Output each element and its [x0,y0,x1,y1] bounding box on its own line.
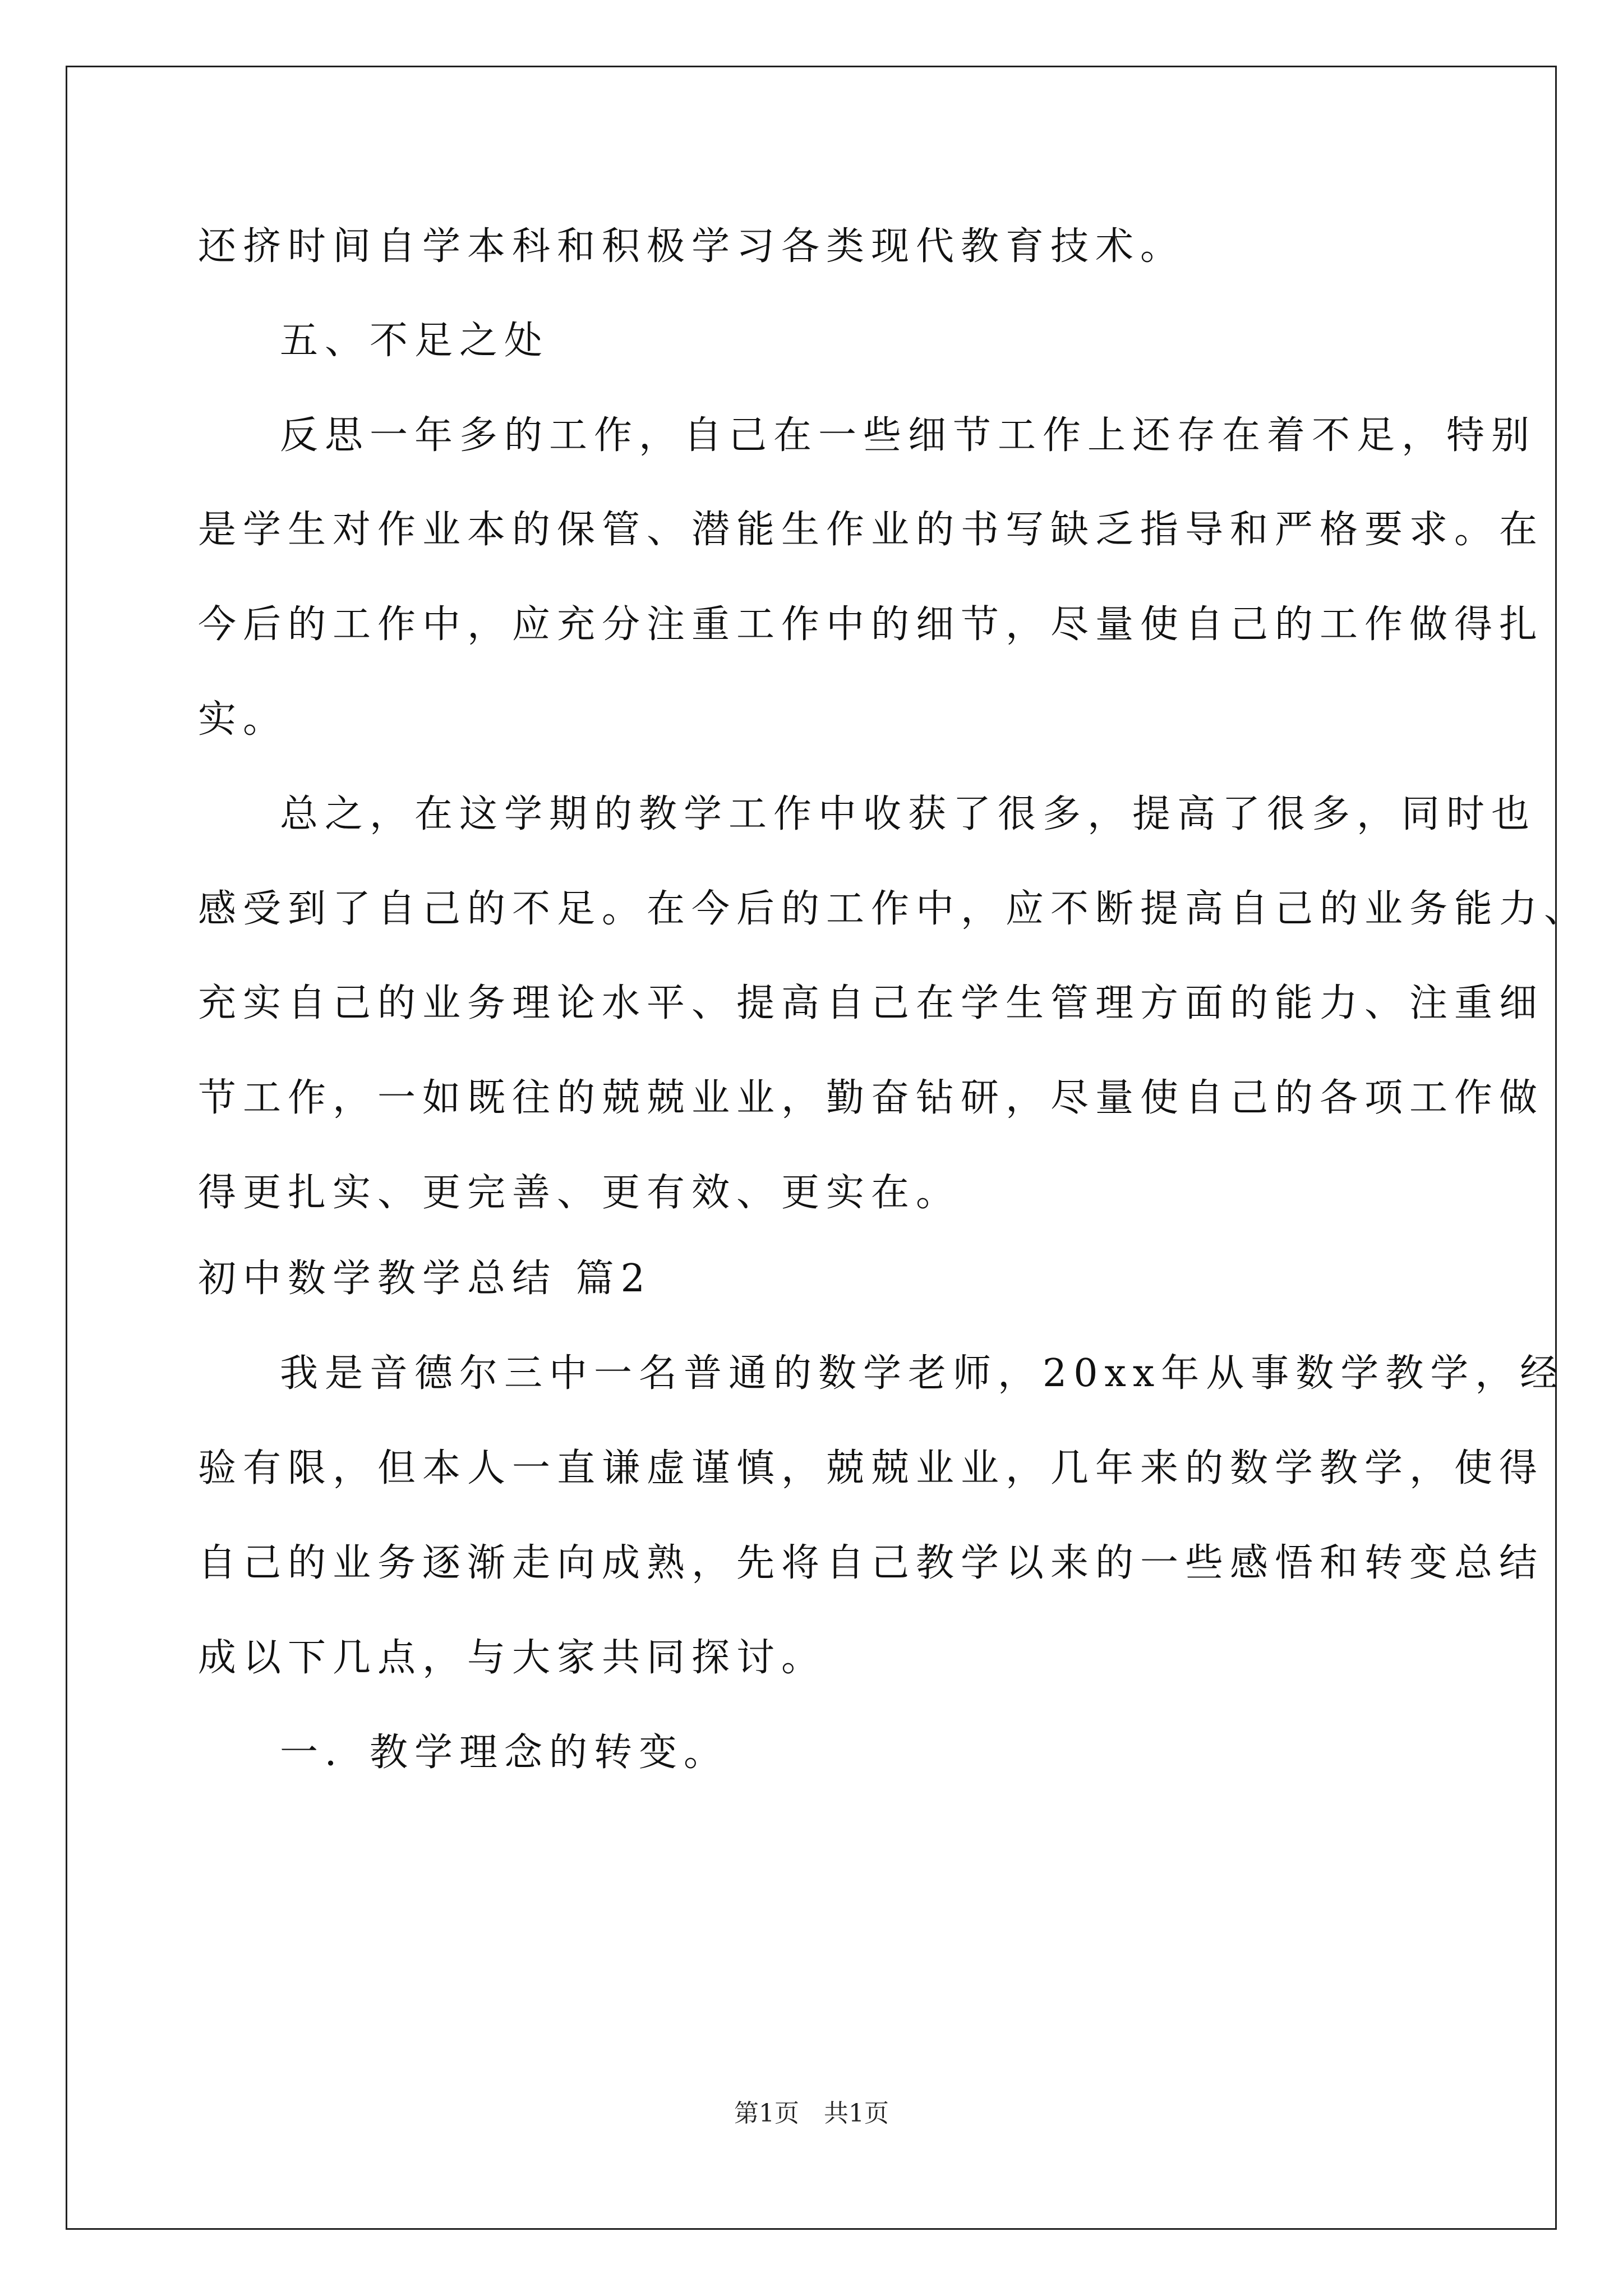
text-line: 是学生对作业本的保管、潜能生作业的书写缺乏指导和严格要求。在 [198,508,1544,552]
text-line: 我是音德尔三中一名普通的数学老师，20xx年从事数学教学，经 [280,1351,1565,1396]
page-number: 第1页 [734,2099,799,2128]
page-border [66,66,1557,2230]
text-line: 实。 [198,697,288,742]
article-title: 初中数学教学总结 篇2 [198,1257,652,1301]
text-line: 感受到了自己的不足。在今后的工作中，应不断提高自己的业务能力、 [198,887,1589,931]
text-line: 今后的工作中，应充分注重工作中的细节，尽量使自己的工作做得扎 [198,602,1544,647]
section-heading: 五、不足之处 [280,319,550,363]
text-line: 反思一年多的工作，自己在一些细节工作上还存在着不足，特别 [280,413,1537,458]
section-heading: 一．教学理念的转变。 [280,1731,729,1775]
text-line: 验有限，但本人一直谦虚谨慎，兢兢业业，几年来的数学教学，使得 [198,1446,1544,1490]
text-line: 还挤时间自学本科和积极学习各类现代教育技术。 [198,224,1186,269]
text-line: 节工作，一如既往的兢兢业业，勤奋钻研，尽量使自己的各项工作做 [198,1076,1544,1120]
text-line: 自己的业务逐渐走向成熟，先将自己教学以来的一些感悟和转变总结 [198,1541,1544,1585]
text-line: 总之，在这学期的教学工作中收获了很多，提高了很多，同时也 [280,792,1537,836]
page-footer [0,2097,1623,2131]
text-line: 充实自己的业务理论水平、提高自己在学生管理方面的能力、注重细 [198,981,1544,1025]
text-line: 成以下几点，与大家共同探讨。 [198,1636,827,1680]
page-total: 共1页 [824,2099,889,2128]
text-line: 得更扎实、更完善、更有效、更实在。 [198,1171,961,1215]
